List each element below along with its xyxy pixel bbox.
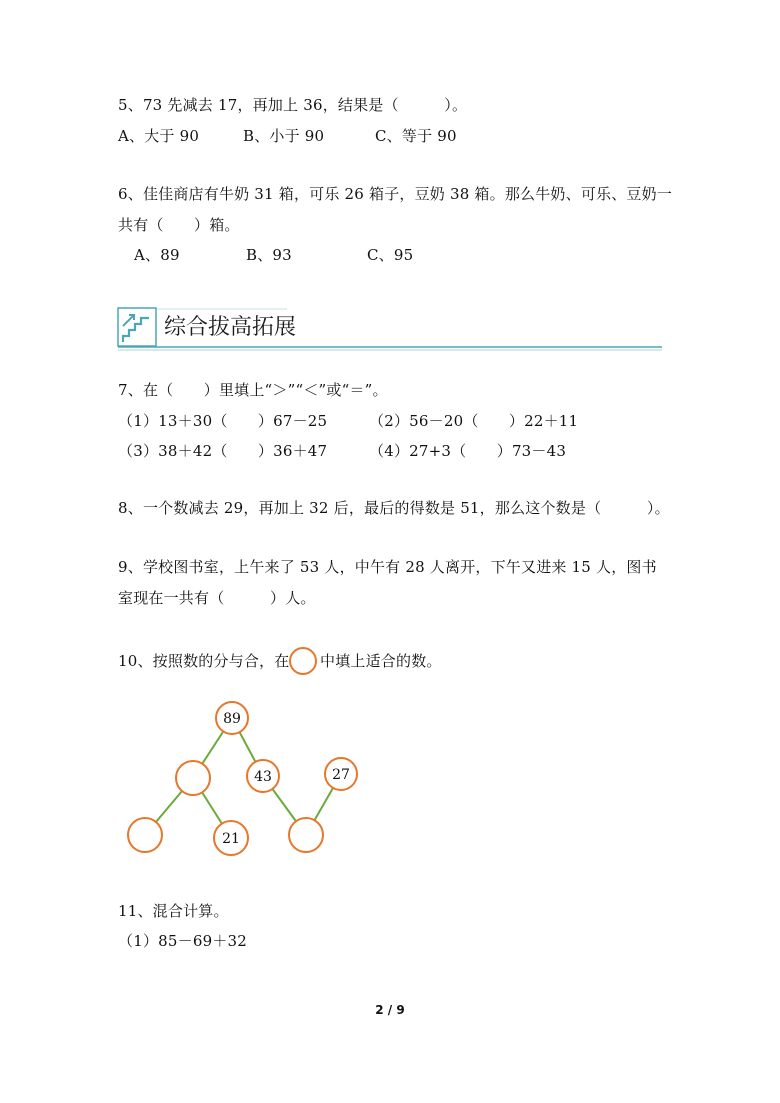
q9-stem-line2: 室现在一共有（ ）人。 xyxy=(118,589,316,607)
q7-part-2: （2）56－20（ ）22＋11 xyxy=(369,412,579,430)
q6-option-b: B、93 xyxy=(246,246,292,264)
q7-part-4: （4）27+3（ ）73－43 xyxy=(369,442,567,460)
q6-stem-line2: 共有（ ）箱。 xyxy=(118,216,240,234)
node-mid-left xyxy=(176,761,210,795)
section-title: 综合拔高拓展 xyxy=(164,315,297,340)
q7-part-1: （1）13＋30（ ）67－25 xyxy=(118,412,328,430)
node-bottom-mid-value: 21 xyxy=(222,831,240,847)
q5-option-a: A、大于 90 xyxy=(118,127,200,145)
q6-stem-line1: 6、佳佳商店有牛奶 31 箱，可乐 26 箱子，豆奶 38 箱。那么牛奶、可乐、豆奶一 xyxy=(118,185,673,203)
node-top-value: 89 xyxy=(223,711,241,727)
q7-stem: 7、在（ ）里填上“＞”“＜”或“＝”。 xyxy=(118,381,388,399)
q8-stem: 8、一个数减去 29，再加上 32 后，最后的得数是 51，那么这个数是（ ）。 xyxy=(118,499,670,517)
q5-option-b: B、小于 90 xyxy=(243,127,325,145)
stairs-icon xyxy=(118,308,156,346)
node-bottom-right xyxy=(289,818,323,852)
q6-option-c: C、95 xyxy=(367,246,414,264)
q11-part-1: （1）85－69＋32 xyxy=(118,932,248,950)
number-bond-diagram xyxy=(120,698,370,868)
q7-part-3: （3）38＋42（ ）36＋47 xyxy=(118,442,328,460)
q5-option-c: C、等于 90 xyxy=(375,127,457,145)
q10-stem-before: 10、按照数的分与合，在 xyxy=(118,652,290,670)
page-number: 2 / 9 xyxy=(375,1003,405,1017)
q5-stem: 5、73 先减去 17，再加上 36，结果是（ ）。 xyxy=(118,96,468,114)
node-mid-right-value: 27 xyxy=(332,767,350,783)
blank-circle-icon xyxy=(289,647,317,675)
node-bottom-left xyxy=(128,818,162,852)
q6-option-a: A、89 xyxy=(134,246,180,264)
q9-stem-line1: 9、学校图书室，上午来了 53 人，中午有 28 人离开，下午又进来 15 人，图书 xyxy=(118,558,657,576)
q10-stem-after: 中填上适合的数。 xyxy=(320,652,442,670)
q11-stem: 11、混合计算。 xyxy=(118,902,229,920)
node-mid-center-value: 43 xyxy=(254,769,272,785)
